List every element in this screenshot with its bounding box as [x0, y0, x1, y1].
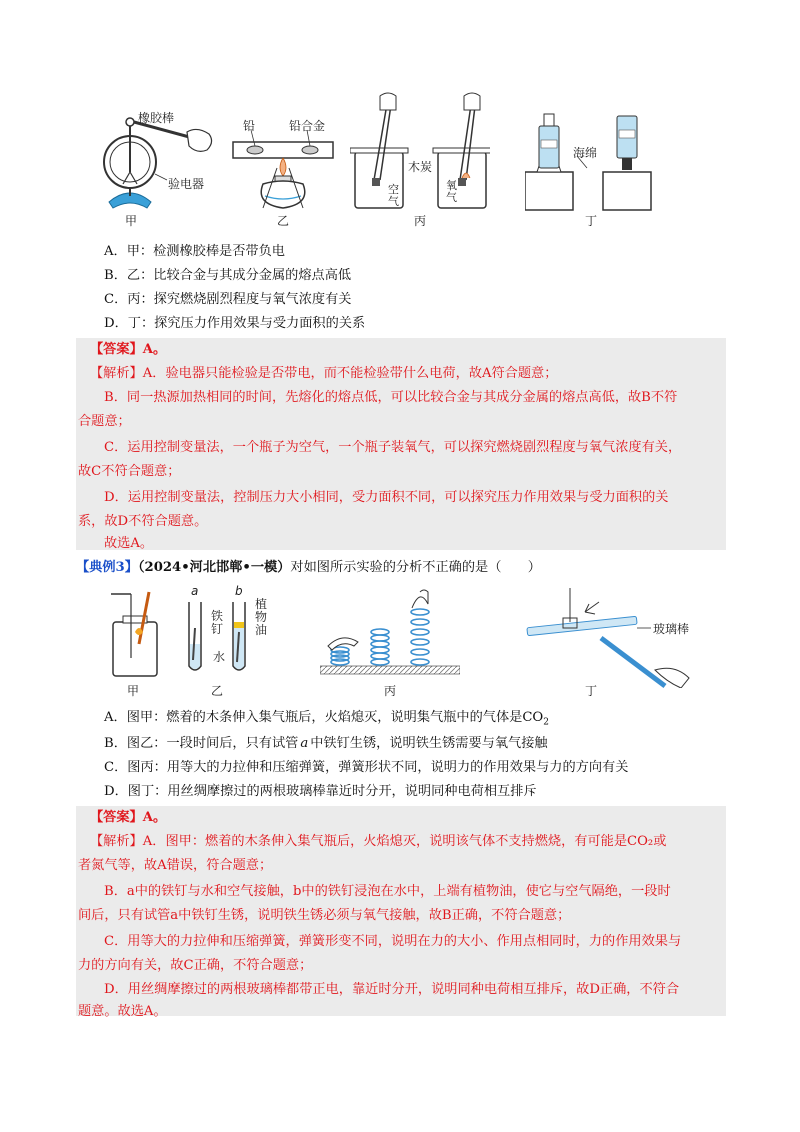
q3-option-b: B．图乙：一段时间后，只有试管 a 中铁钉生锈，说明铁生锈需要与氧气接触: [104, 736, 548, 751]
figure-2-yi: [175, 584, 295, 698]
q3-option-c: C．图丙：用等大的力拉伸和压缩弹簧，弹簧形状不同，说明力的作用效果与力的方向有关: [104, 760, 629, 775]
figure-1-yi: [225, 92, 345, 228]
springs-drawing: [320, 588, 460, 680]
gas-bottle-drawing: [105, 588, 175, 680]
electroscope-label: 验电器: [168, 177, 205, 191]
air-label: 空 气: [388, 183, 399, 208]
q3-analysis-line: 力的方向有关，故C正确，不符合题意；: [78, 958, 313, 973]
tube-b-label: b: [235, 584, 243, 598]
caption-jia-2: 甲: [127, 684, 140, 698]
charcoal-label: 木炭: [408, 160, 433, 174]
caption-jia: 甲: [125, 214, 138, 228]
lead-alloy-label: 铅合金: [289, 119, 326, 133]
q2-answer-box: [76, 338, 726, 550]
oxygen-label: 氧 气: [446, 179, 457, 204]
figure-2-bing: [320, 588, 460, 698]
figure-1-bing: [350, 92, 490, 228]
figure-2-ding: [525, 588, 715, 698]
lead-label: 铅: [243, 119, 256, 133]
q3-analysis-line: 者氮气等，故A错误，符合题意；: [78, 858, 273, 873]
q2-option-c: C．丙：探究燃烧剧烈程度与氧气浓度有关: [104, 292, 352, 307]
caption-bing-2: 丙: [384, 684, 397, 698]
figure-2-jia: [105, 588, 175, 698]
q3-option-d: D．图丁：用丝绸摩擦过的两根玻璃棒靠近时分开，说明同种电荷相互排斥: [104, 784, 537, 799]
glass-rod-label: 玻璃棒: [653, 622, 690, 636]
glass-rods-drawing: [525, 588, 715, 688]
q2-option-a: A．甲：检测橡胶棒是否带负电: [104, 244, 285, 259]
caption-ding-2: 丁: [585, 684, 598, 698]
figure-1-jia: [95, 92, 235, 228]
q3-option-a: A．图甲：燃着的木条伸入集气瓶后，火焰熄灭，说明集气瓶中的气体是$CO_2$: [104, 710, 549, 728]
caption-bing: 丙: [414, 214, 427, 228]
figure-1: [95, 92, 715, 237]
q2-analysis-line: 系，故D不符合题意。: [78, 514, 208, 529]
q2-answer: 【答案】A。: [90, 342, 167, 357]
q2-option-d: D．丁：探究压力作用效果与受力面积的关系: [104, 316, 366, 331]
q2-analysis-line: C．运用控制变量法，一个瓶子为空气，一个瓶子装氧气，可以探究燃烧剧烈程度与氧气浓度有关，: [104, 440, 682, 455]
q3-analysis-line: D．用丝绸摩擦过的两根玻璃棒都带正电，靠近时分开，说明同种电荷相互排斥，故D正确，不符合: [104, 982, 680, 997]
test-tubes-drawing: [175, 588, 295, 680]
caption-yi: 乙: [277, 214, 290, 228]
water-label: 水: [213, 650, 226, 664]
q3-analysis-line: 【解析】A．图甲：燃着的木条伸入集气瓶后，火焰熄灭，说明该气体不支持燃烧，有可能是CO₂或: [90, 834, 667, 849]
sponge-label: 海绵: [573, 146, 598, 160]
q3-analysis-line: 间后，只有试管a中铁钉生锈，说明铁生锈必须与氧气接触，故B正确，不符合题意；: [78, 908, 571, 923]
q3-tag: 【典例3】: [76, 560, 138, 575]
iron-nail-label: 铁 钉: [211, 609, 224, 636]
q3-heading: [76, 557, 541, 579]
tube-a-label: a: [191, 584, 199, 598]
vegetable-oil-label: 植 物 油: [255, 597, 268, 637]
caption-ding: 丁: [585, 214, 598, 228]
figure-2: [95, 584, 715, 698]
q3-source: （2024•河北邯郸•一模）: [137, 560, 291, 575]
q3-answer: 【答案】A。: [90, 810, 167, 825]
q3-analysis-line: C．用等大的力拉伸和压缩弹簧，弹簧形变不同，说明在力的大小、作用点相同时，力的作用效果与: [104, 934, 682, 949]
co2-formula: $CO_2$: [522, 710, 549, 728]
q3-analysis-line: 题意。故选A。: [78, 1004, 167, 1019]
combustion-drawing: [350, 92, 490, 220]
q2-analysis-line: 【解析】A．验电器只能检验是否带电，而不能检验带什么电荷，故A符合题意；: [90, 366, 558, 381]
q2-option-b: B．乙：比较合金与其成分金属的熔点高低: [104, 268, 352, 283]
q3-answer-box: [76, 806, 726, 1019]
q2-analysis-line: 合题意；: [78, 414, 131, 429]
q2-conclusion: 故选A。: [104, 536, 154, 551]
q3-analysis-line: B．a中的铁钉与水和空气接触，b中的铁钉浸泡在水中，上端有植物油，使它与空气隔绝，一段时: [104, 884, 671, 899]
q2-analysis-line: 故C不符合题意；: [78, 464, 181, 479]
melting-point-drawing: [225, 92, 345, 220]
figure-1-ding: [525, 92, 665, 228]
q2-analysis-line: D．运用控制变量法，控制压力大小相同，受力面积不同，可以探究压力作用效果与受力面积的关: [104, 490, 669, 505]
q3-question: 对如图所示实验的分析不正确的是（ ）: [290, 560, 541, 575]
caption-yi-2: 乙: [211, 684, 224, 698]
rubber-rod-label: 橡胶棒: [138, 111, 175, 125]
q2-analysis-line: B．同一热源加热相同的时间，先熔化的熔点低，可以比较合金与其成分金属的熔点高低，故B不符: [104, 390, 678, 405]
